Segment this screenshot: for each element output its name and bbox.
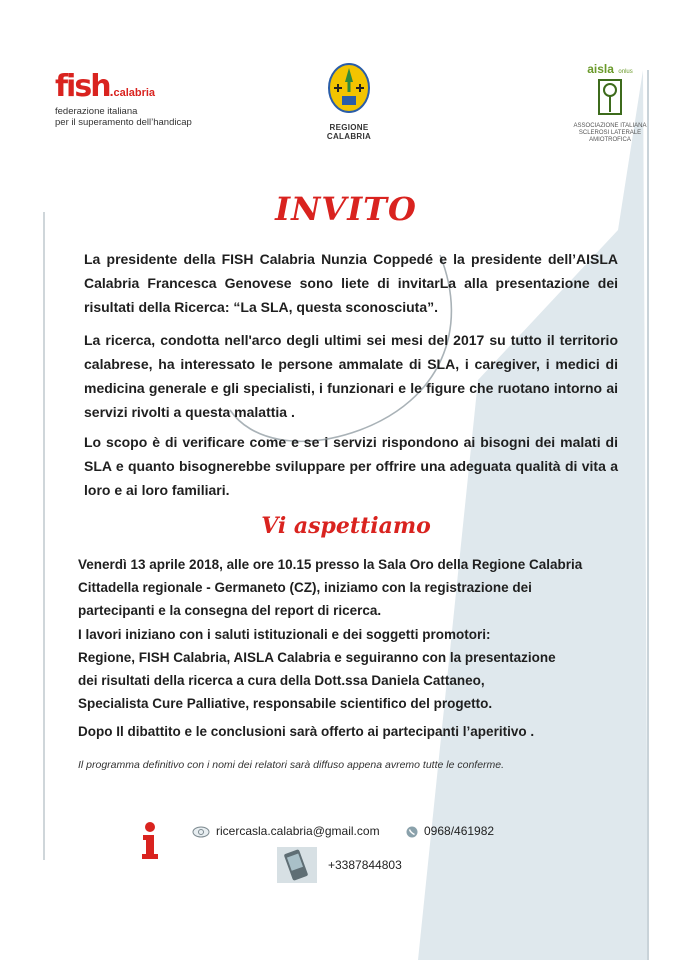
- event-details: [78, 553, 638, 744]
- phone-contact[interactable]: [406, 824, 494, 838]
- email-address[interactable]: ricercasla.calabria@gmail.com: [216, 824, 380, 838]
- mobile-phone-icon: [276, 846, 318, 884]
- phone-icon: [406, 826, 418, 838]
- fish-logo-word: fish: [55, 69, 110, 104]
- event-line: Specialista Cure Palliative, responsabile scientifico del progetto.: [78, 696, 493, 712]
- event-line: partecipanti e la consegna del report di ricerca.: [78, 603, 382, 619]
- mobile-number[interactable]: +3387844803: [328, 858, 402, 872]
- page-title: INVITO: [275, 190, 417, 228]
- fish-logo-region: calabria: [113, 87, 156, 99]
- mobile-contact[interactable]: [276, 846, 402, 887]
- event-line: Cittadella regionale - Germaneto (CZ), iniziamo con la registrazione dei: [78, 580, 532, 596]
- email-contact[interactable]: [192, 824, 380, 838]
- event-line: Regione, FISH Calabria, AISLA Calabria e seguiranno con la presentazione: [78, 649, 556, 665]
- aisla-figure-icon: [597, 78, 623, 116]
- intro-paragraph: La presidente della FISH Calabria Nunzia Coppedé e la presidente dell’AISLA Calabria Francesca Genovese sono liete di invitarLa alla presentazione dei risultati della Ricerca: “La SLA, questa sconosciuta”.: [84, 251, 618, 315]
- aisla-logo: [560, 60, 660, 144]
- email-icon: [192, 826, 210, 838]
- event-line: Dopo Il dibattito e le conclusioni sarà offerto ai partecipanti l’aperitivo .: [78, 724, 535, 740]
- aisla-logo-word: aisla: [587, 62, 614, 76]
- event-line: dei risultati della ricerca a cura della Dott.ssa Daniela Cattaneo,: [78, 673, 485, 689]
- aisla-logo-subtitle-1: ASSOCIAZIONE ITALIANA: [573, 123, 647, 129]
- research-paragraph: La ricerca, condotta nell'arco degli ultimi sei mesi del 2017 su tutto il territorio calabrese, ha interessato le persone ammalate di SLA, i caregiver, i medici di medicina generale e gli specialisti, i funzionari e le figure che ruotano intorno ai servizi rivolti a questa malattia .: [84, 332, 618, 420]
- regione-logo-name: REGIONE CALABRIA: [326, 123, 372, 141]
- fish-logo-subtitle-1: federazione italiana: [55, 106, 138, 117]
- regione-calabria-logo: [316, 62, 382, 141]
- phone-number[interactable]: 0968/461982: [424, 824, 495, 838]
- aisla-logo-onlus: onlus: [618, 69, 633, 75]
- fish-logo-subtitle-2: per il superamento dell’handicap: [55, 117, 192, 128]
- fish-logo: fish.calabria federazione italiana per il superamento dell’handicap: [55, 72, 215, 128]
- subtitle: Vi aspettiamo: [261, 513, 431, 539]
- program-note: Il programma definitivo con i nomi dei relatori sarà diffuso appena avremo tutte le conferme.: [78, 759, 505, 771]
- event-line: I lavori iniziano con i saluti istituzionali e dei soggetti promotori:: [78, 626, 491, 642]
- purpose-paragraph: Lo scopo è di verificare come e se i servizi rispondono ai bisogni dei malati di SLA e quanto bisognerebbe sviluppare per offrire una adeguata qualità di vita a loro e ai loro familiari.: [84, 434, 618, 498]
- aisla-logo-subtitle-2: SCLEROSI LATERALE AMIOTROFICA: [578, 130, 642, 143]
- event-line: Venerdì 13 aprile 2018, alle ore 10.15 presso la Sala Oro della Regione Calabria: [78, 557, 583, 572]
- regione-crest-icon: [324, 62, 374, 116]
- info-icon: [138, 822, 162, 860]
